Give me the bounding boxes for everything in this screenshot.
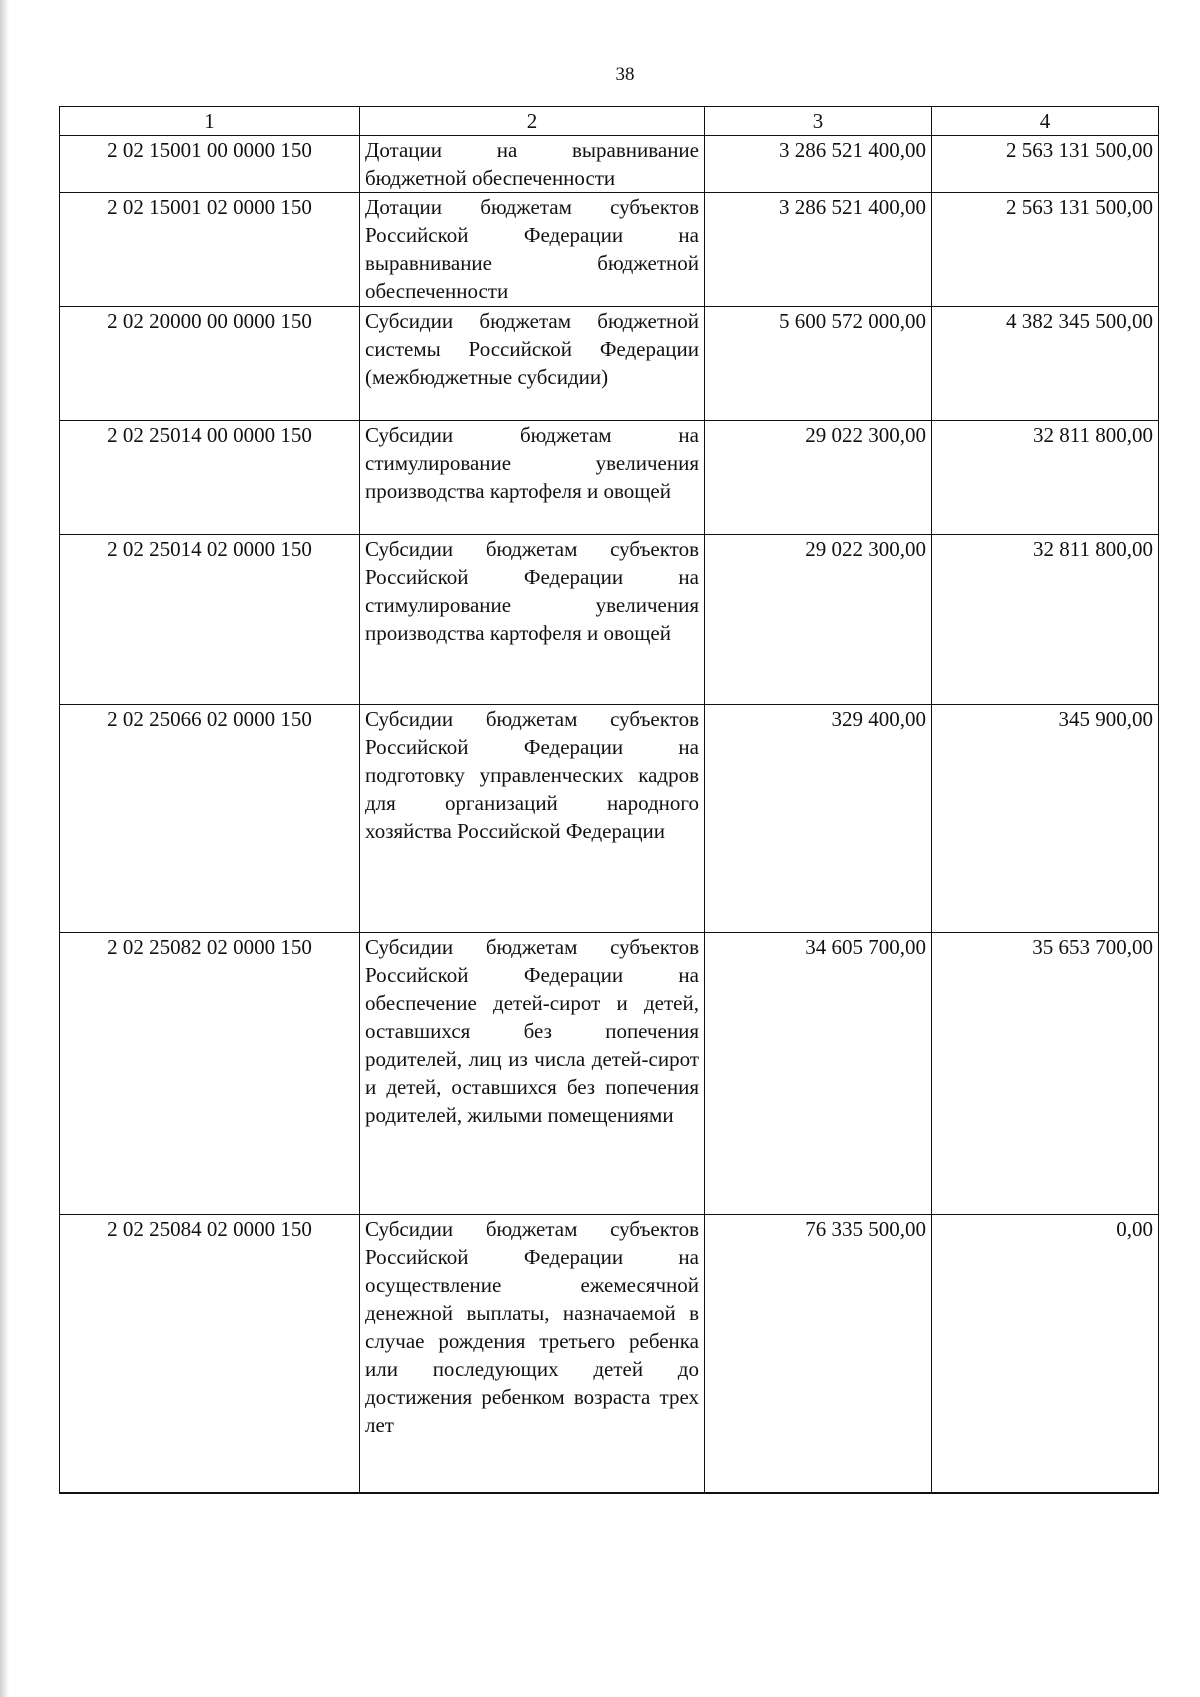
column-header-1: 1 [60,107,360,136]
amount-col3: 29 022 300,00 [705,421,932,535]
amount-col4: 2 563 131 500,00 [932,136,1159,193]
amount-col3: 5 600 572 000,00 [705,307,932,421]
column-header-2: 2 [360,107,705,136]
budget-code: 2 02 25084 02 0000 150 [60,1215,360,1493]
amount-col3: 34 605 700,00 [705,933,932,1215]
table-row [60,307,1159,421]
budget-code: 2 02 20000 00 0000 150 [60,307,360,421]
amount-col3: 76 335 500,00 [705,1215,932,1493]
table-row [60,933,1159,1215]
amount-col4: 32 811 800,00 [932,421,1159,535]
budget-code: 2 02 15001 02 0000 150 [60,193,360,307]
item-name: Дотации на выравнивание бюджетной обеспеченности [360,136,705,193]
budget-code: 2 02 25082 02 0000 150 [60,933,360,1215]
amount-col4: 2 563 131 500,00 [932,193,1159,307]
table-row [60,535,1159,705]
item-name: Субсидии бюджетам субъектов Российской Федерации на стимулирование увеличения производства картофеля и овощей [360,535,705,705]
amount-col3: 3 286 521 400,00 [705,136,932,193]
budget-code: 2 02 25066 02 0000 150 [60,705,360,933]
amount-col3: 329 400,00 [705,705,932,933]
item-name: Субсидии бюджетам на стимулирование увеличения производства картофеля и овощей [360,421,705,535]
column-header-3: 3 [705,107,932,136]
amount-col4: 0,00 [932,1215,1159,1493]
table-row [60,193,1159,307]
item-name: Субсидии бюджетам субъектов Российской Федерации на осуществление ежемесячной денежной выплаты, назначаемой в случае рождения третьего ребенка или последующих детей до достижения ребенком возраста трех лет [360,1215,705,1493]
budget-code: 2 02 15001 00 0000 150 [60,136,360,193]
item-name: Субсидии бюджетам субъектов Российской Федерации на подготовку управленческих кадров для организаций народного хозяйства Российской Федерации [360,705,705,933]
table-row [60,421,1159,535]
table-row [60,705,1159,933]
budget-table [59,106,1159,1494]
amount-col3: 29 022 300,00 [705,535,932,705]
amount-col3: 3 286 521 400,00 [705,193,932,307]
budget-code: 2 02 25014 00 0000 150 [60,421,360,535]
amount-col4: 4 382 345 500,00 [932,307,1159,421]
amount-col4: 35 653 700,00 [932,933,1159,1215]
header-row [60,107,1159,136]
amount-col4: 345 900,00 [932,705,1159,933]
column-header-4: 4 [932,107,1159,136]
budget-code: 2 02 25014 02 0000 150 [60,535,360,705]
amount-col4: 32 811 800,00 [932,535,1159,705]
item-name: Субсидии бюджетам бюджетной системы Российской Федерации (межбюджетные субсидии) [360,307,705,421]
table-row [60,136,1159,193]
table-row [60,1215,1159,1493]
page-number: 38 [615,64,635,85]
item-name: Дотации бюджетам субъектов Российской Федерации на выравнивание бюджетной обеспеченности [360,193,705,307]
scan-edge [0,0,9,1697]
item-name: Субсидии бюджетам субъектов Российской Федерации на обеспечение детей-сирот и детей, оставшихся без попечения родителей, лиц из числа детей-сирот и детей, оставшихся без попечения родителей, жилыми помещениями [360,933,705,1215]
